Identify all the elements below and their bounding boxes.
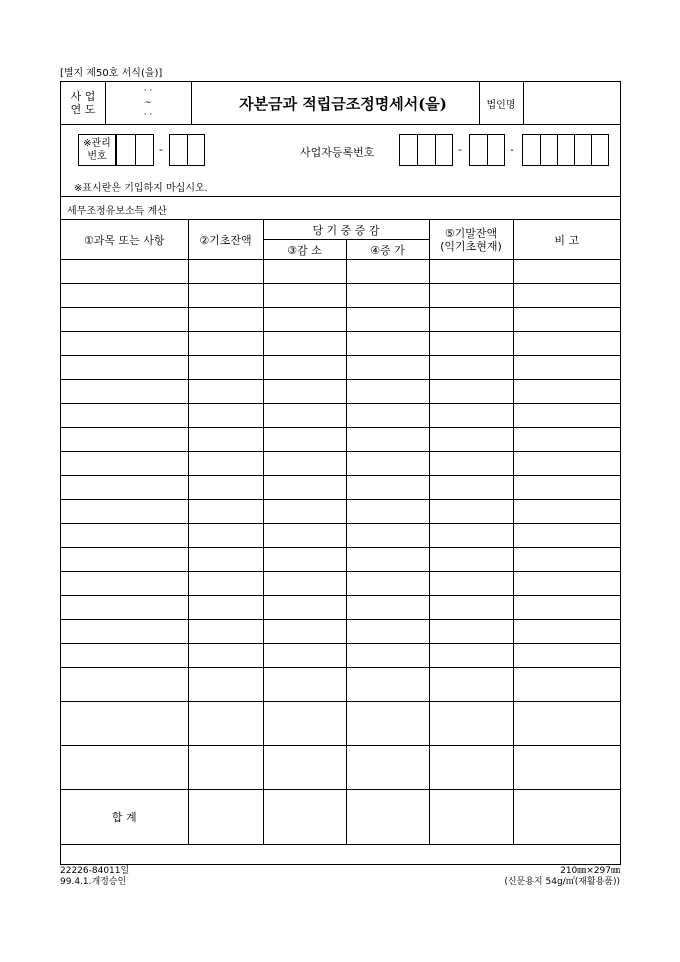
table-cell[interactable]: [346, 284, 429, 308]
table-cell[interactable]: [346, 644, 429, 668]
business-year-label: 사 업 연 도: [70, 90, 96, 116]
table-cell[interactable]: [429, 308, 513, 332]
table-cell[interactable]: [346, 596, 429, 620]
table-cell[interactable]: [513, 452, 620, 476]
footer-right: 210㎜×297㎜ (신문용지 54g/㎡(재활용품)): [504, 866, 620, 887]
footer-left: 22226-84011일 99.4.1.개정승인: [60, 866, 130, 887]
table-cell[interactable]: [61, 284, 188, 308]
notice-text: ※표시란은 기입하지 마십시오.: [74, 183, 208, 194]
table-cell[interactable]: [188, 668, 263, 702]
table-cell[interactable]: [429, 284, 513, 308]
table-cell[interactable]: [513, 404, 620, 428]
table-row: [61, 702, 620, 746]
table-cell[interactable]: [513, 284, 620, 308]
table-cell[interactable]: [188, 404, 263, 428]
table-cell[interactable]: [61, 380, 188, 404]
business-reg-dash-1: -: [458, 143, 462, 156]
table-cell[interactable]: [346, 308, 429, 332]
table-cell[interactable]: [429, 356, 513, 380]
table-cell[interactable]: [513, 500, 620, 524]
form: [60, 81, 621, 865]
business-reg-dash-2: -: [510, 143, 514, 156]
table-cell[interactable]: [513, 524, 620, 548]
mgmt-no-dash: -: [159, 143, 163, 156]
table-cell[interactable]: [346, 668, 429, 702]
table-cell[interactable]: [263, 644, 346, 668]
table-cell[interactable]: [188, 644, 263, 668]
table-row: [61, 356, 620, 380]
corp-name-field[interactable]: [523, 82, 620, 124]
table-cell[interactable]: [263, 260, 346, 284]
table-cell[interactable]: [263, 308, 346, 332]
col-header-increase: ④증 가: [346, 240, 429, 260]
table-cell[interactable]: [429, 702, 513, 746]
business-reg-field-1[interactable]: [399, 134, 453, 166]
table-cell[interactable]: [61, 356, 188, 380]
page-title: 자본금과 적립금조정명세서(을): [239, 94, 447, 113]
total-row: [61, 790, 620, 845]
table-cell[interactable]: [513, 308, 620, 332]
table-cell[interactable]: [429, 572, 513, 596]
table-cell[interactable]: [61, 308, 188, 332]
table-cell[interactable]: [61, 620, 188, 644]
table-cell[interactable]: [429, 260, 513, 284]
form-label: [별지 제50호 서식(을)]: [60, 68, 163, 79]
table-cell[interactable]: [263, 572, 346, 596]
table-cell[interactable]: [263, 524, 346, 548]
mgmt-no-field-1[interactable]: [116, 134, 154, 166]
table-cell[interactable]: [429, 404, 513, 428]
table-cell[interactable]: [346, 476, 429, 500]
table-cell[interactable]: [513, 596, 620, 620]
table-row: [61, 260, 620, 284]
table-cell[interactable]: [429, 500, 513, 524]
table-row: [61, 428, 620, 452]
table-cell[interactable]: [429, 668, 513, 702]
table-cell[interactable]: [61, 476, 188, 500]
col-header-change: 당 기 중 증 감: [263, 220, 429, 240]
table-cell[interactable]: [188, 380, 263, 404]
reserve-table: [61, 219, 620, 845]
business-year-period[interactable]: · · ~ · ·: [143, 86, 153, 120]
table-cell[interactable]: [188, 572, 263, 596]
table-cell[interactable]: [263, 500, 346, 524]
table-cell[interactable]: [188, 452, 263, 476]
table-cell[interactable]: [263, 668, 346, 702]
business-reg-field-2[interactable]: [469, 134, 505, 166]
table-cell[interactable]: [188, 524, 263, 548]
table-cell[interactable]: [429, 746, 513, 790]
table-row: [61, 452, 620, 476]
table-cell[interactable]: [61, 404, 188, 428]
col-header-opening: ②기초잔액: [188, 220, 263, 260]
table-cell[interactable]: [346, 500, 429, 524]
business-reg-label: 사업자등록번호: [300, 146, 375, 159]
table-cell[interactable]: [263, 332, 346, 356]
table-cell[interactable]: [346, 404, 429, 428]
table-cell[interactable]: [188, 500, 263, 524]
table-cell[interactable]: [263, 702, 346, 746]
table-cell[interactable]: [513, 476, 620, 500]
table-cell[interactable]: [263, 380, 346, 404]
table-cell[interactable]: [61, 332, 188, 356]
table-cell[interactable]: [263, 746, 346, 790]
table-cell[interactable]: [513, 548, 620, 572]
table-row: [61, 596, 620, 620]
table-cell[interactable]: [346, 702, 429, 746]
table-cell[interactable]: [263, 452, 346, 476]
table-cell[interactable]: [263, 476, 346, 500]
table-cell[interactable]: [61, 746, 188, 790]
table-cell[interactable]: [346, 524, 429, 548]
mgmt-no-field-2[interactable]: [169, 134, 205, 166]
table-cell[interactable]: [513, 668, 620, 702]
table-row: [61, 284, 620, 308]
table-cell[interactable]: [188, 308, 263, 332]
table-row: [61, 620, 620, 644]
table-cell[interactable]: [513, 356, 620, 380]
table-cell[interactable]: [429, 596, 513, 620]
table-cell[interactable]: [61, 596, 188, 620]
table-cell[interactable]: [513, 620, 620, 644]
table-cell[interactable]: [513, 332, 620, 356]
corp-name-label: 법인명: [486, 99, 516, 111]
table-cell[interactable]: [513, 428, 620, 452]
table-cell[interactable]: [513, 702, 620, 746]
table-cell[interactable]: [263, 596, 346, 620]
table-cell[interactable]: [188, 356, 263, 380]
table-cell[interactable]: [61, 260, 188, 284]
table-cell[interactable]: [346, 380, 429, 404]
table-row: [61, 572, 620, 596]
table-cell[interactable]: [188, 746, 263, 790]
table-cell[interactable]: [188, 702, 263, 746]
total-cell[interactable]: [429, 790, 513, 845]
table-cell[interactable]: [61, 644, 188, 668]
table-cell[interactable]: [513, 644, 620, 668]
table-cell[interactable]: [346, 332, 429, 356]
table-cell[interactable]: [429, 332, 513, 356]
table-cell[interactable]: [263, 284, 346, 308]
table-cell[interactable]: [61, 500, 188, 524]
table-cell[interactable]: [188, 428, 263, 452]
table-cell[interactable]: [429, 452, 513, 476]
table-cell[interactable]: [61, 524, 188, 548]
table-cell[interactable]: [429, 524, 513, 548]
total-cell[interactable]: [263, 790, 346, 845]
table-cell[interactable]: [188, 260, 263, 284]
table-cell[interactable]: [513, 380, 620, 404]
col-header-decrease: ③감 소: [263, 240, 346, 260]
total-cell[interactable]: [513, 790, 620, 845]
table-cell[interactable]: [61, 572, 188, 596]
table-cell[interactable]: [263, 620, 346, 644]
table-cell[interactable]: [429, 620, 513, 644]
table-cell[interactable]: [429, 428, 513, 452]
table-cell[interactable]: [188, 476, 263, 500]
table-cell[interactable]: [61, 548, 188, 572]
table-cell[interactable]: [61, 428, 188, 452]
table-row: [61, 746, 620, 790]
table-cell[interactable]: [513, 746, 620, 790]
table-cell[interactable]: [346, 452, 429, 476]
table-cell[interactable]: [263, 428, 346, 452]
table-cell[interactable]: [429, 548, 513, 572]
table-row: [61, 668, 620, 702]
table-row: [61, 332, 620, 356]
table-row: [61, 644, 620, 668]
table-cell[interactable]: [188, 596, 263, 620]
total-label: 합 계: [61, 790, 188, 845]
total-cell[interactable]: [346, 790, 429, 845]
table-cell[interactable]: [188, 620, 263, 644]
table-cell[interactable]: [346, 572, 429, 596]
table-row: [61, 500, 620, 524]
table-cell[interactable]: [346, 620, 429, 644]
table-row: [61, 476, 620, 500]
business-reg-field-3[interactable]: [522, 134, 609, 166]
table-cell[interactable]: [513, 572, 620, 596]
section-title: 세무조정유보소득 계산: [67, 206, 167, 217]
table-cell[interactable]: [188, 284, 263, 308]
col-header-item: ①과목 또는 사항: [61, 220, 188, 260]
table-cell[interactable]: [61, 452, 188, 476]
table-row: [61, 524, 620, 548]
total-cell[interactable]: [188, 790, 263, 845]
table-row: [61, 308, 620, 332]
table-cell[interactable]: [61, 702, 188, 746]
table-cell[interactable]: [429, 476, 513, 500]
table-cell[interactable]: [263, 548, 346, 572]
table-cell[interactable]: [188, 332, 263, 356]
table-row: [61, 548, 620, 572]
table-cell[interactable]: [263, 404, 346, 428]
table-cell[interactable]: [346, 356, 429, 380]
table-cell[interactable]: [346, 746, 429, 790]
table-row: [61, 404, 620, 428]
table-cell[interactable]: [513, 260, 620, 284]
table-cell[interactable]: [346, 548, 429, 572]
table-cell[interactable]: [346, 260, 429, 284]
table-cell[interactable]: [188, 548, 263, 572]
table-cell[interactable]: [263, 356, 346, 380]
table-row: [61, 380, 620, 404]
col-header-remarks: 비 고: [513, 220, 620, 260]
table-cell[interactable]: [346, 428, 429, 452]
table-cell[interactable]: [429, 380, 513, 404]
table-cell[interactable]: [61, 668, 188, 702]
table-cell[interactable]: [429, 644, 513, 668]
mgmt-no-label: ※관리 번호: [78, 134, 116, 166]
col-header-closing: ⑤기말잔액 (익기초현재): [429, 220, 513, 260]
